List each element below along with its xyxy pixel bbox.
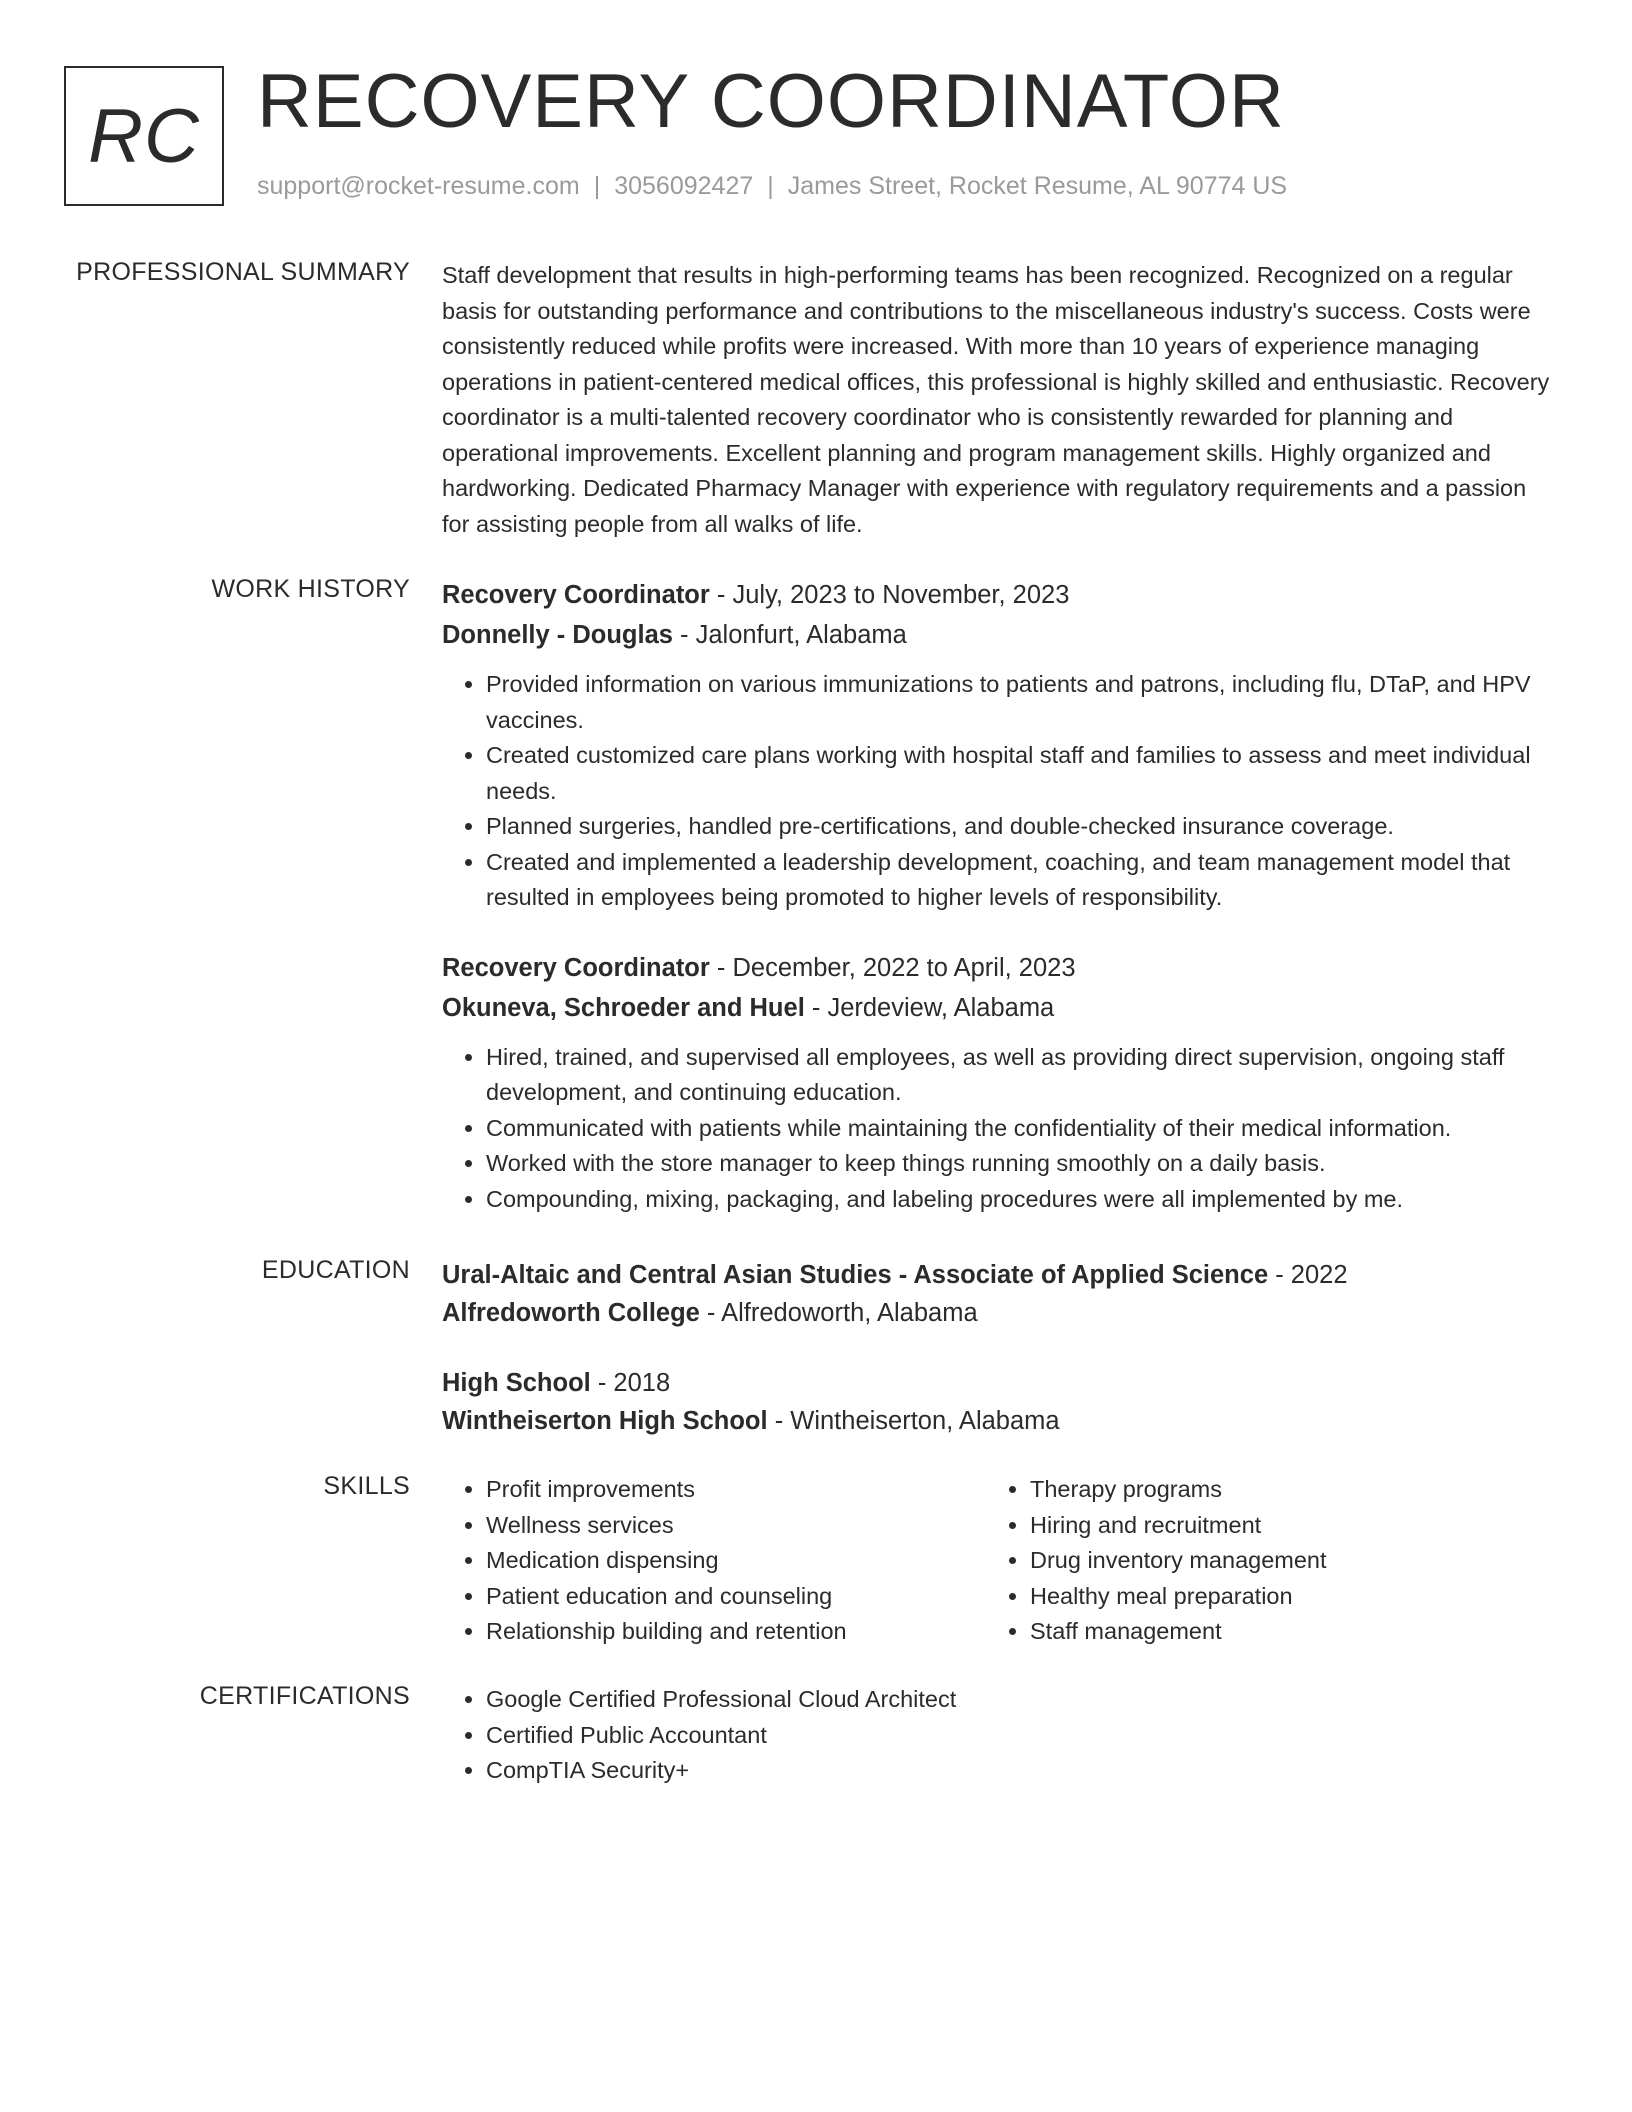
skills-heading: SKILLS xyxy=(323,1472,410,1500)
certification-item: • CompTIA Security+ xyxy=(486,1753,1550,1789)
summary-text: Staff development that results in high-performing teams has been recognized. Recognized on a regular basis for outstanding performance and contributions to the miscellaneous industry's success. Costs were consistently reduced while profits were increased. With more than 10 years of experience managing operations in patient-centered medical offices, this professional is highly skilled and enthusiastic. Recovery coordinator is a multi-talented recovery coordinator who is consistently rewarded for planning and operational improvements. Excellent planning and program management skills. Highly organized and hardworking. Dedicated Pharmacy Manager with experience with regulatory requirements and a passion for assisting people from all walks of life. xyxy=(442,262,1550,537)
job-title-line xyxy=(442,948,1550,988)
education-location: - Wintheiserton, Alabama xyxy=(767,1407,1060,1435)
contact-email: support@rocket-resume.com xyxy=(257,172,580,200)
job-title-line xyxy=(442,575,1550,615)
certifications-body xyxy=(442,1682,1550,1789)
education-degree-line xyxy=(442,1256,1550,1294)
job-entry xyxy=(442,575,1550,916)
education-heading: EDUCATION xyxy=(261,1256,410,1284)
job-bullet: • Planned surgeries, handled pre-certifications, and double-checked insurance coverage. xyxy=(486,809,1550,845)
education-school-line xyxy=(442,1402,1550,1440)
job-bullet: • Hired, trained, and supervised all employees, as well as providing direct supervision, ongoing staff development, and continuing education. xyxy=(486,1040,1550,1111)
education-year: - 2018 xyxy=(590,1369,671,1397)
education-school-line xyxy=(442,1294,1550,1332)
education-year: - 2022 xyxy=(1268,1261,1348,1289)
job-company: Donnelly - Douglas xyxy=(442,621,673,649)
contact-address: James Street, Rocket Resume, AL 90774 US xyxy=(787,172,1288,200)
contact-separator: | xyxy=(767,172,774,200)
summary-heading: PROFESSIONAL SUMMARY xyxy=(76,258,410,286)
contact-phone: 3056092427 xyxy=(614,172,754,200)
contact-line xyxy=(257,172,1287,201)
education-degree-line xyxy=(442,1364,1550,1402)
job-bullet: • Created customized care plans working with hospital staff and families to assess and meet individual needs. xyxy=(486,738,1550,809)
job-bullet: • Compounding, mixing, packaging, and labeling procedures were all implemented by me. xyxy=(486,1182,1550,1218)
education-degree: Ural-Altaic and Central Asian Studies - Associate of Applied Science xyxy=(442,1261,1269,1289)
skill-item: • Drug inventory management xyxy=(1030,1543,1530,1579)
skill-item: • Healthy meal preparation xyxy=(1030,1579,1530,1615)
job-dates: - December, 2022 to April, 2023 xyxy=(709,953,1076,982)
job-location: - Jalonfurt, Alabama xyxy=(672,621,907,649)
job-bullet: • Provided information on various immunizations to patients and patrons, including flu, DTaP, and HPV vaccines. xyxy=(486,667,1550,738)
skill-item: • Patient education and counseling xyxy=(486,1579,986,1615)
job-title: Recovery Coordinator xyxy=(442,953,710,982)
job-entry xyxy=(442,948,1550,1218)
skill-item: • Wellness services xyxy=(486,1508,986,1544)
resume-title: RECOVERY COORDINATOR xyxy=(257,59,1285,144)
education-entry xyxy=(442,1364,1550,1440)
education-school: Wintheiserton High School xyxy=(442,1407,768,1435)
education-location: - Alfredoworth, Alabama xyxy=(699,1299,978,1327)
job-bullet: • Worked with the store manager to keep things running smoothly on a daily basis. xyxy=(486,1146,1550,1182)
skill-item: • Medication dispensing xyxy=(486,1543,986,1579)
certification-item: • Google Certified Professional Cloud Architect xyxy=(486,1682,1550,1718)
certification-item: • Certified Public Accountant xyxy=(486,1718,1550,1754)
monogram-initials: RC xyxy=(88,93,200,179)
job-company-line xyxy=(442,615,1550,655)
skills-body xyxy=(442,1472,1550,1650)
job-location: - Jerdeview, Alabama xyxy=(804,993,1055,1022)
job-company: Okuneva, Schroeder and Huel xyxy=(442,993,805,1022)
skill-item: • Staff management xyxy=(1030,1614,1530,1650)
job-title: Recovery Coordinator xyxy=(442,581,710,609)
job-bullet: • Created and implemented a leadership development, coaching, and team management model that resulted in employees being promoted to higher levels of responsibility. xyxy=(486,845,1550,916)
skill-item: • Hiring and recruitment xyxy=(1030,1508,1530,1544)
job-dates: - July, 2023 to November, 2023 xyxy=(709,581,1070,609)
monogram-box xyxy=(64,66,224,206)
skills-columns xyxy=(442,1472,1550,1650)
certifications-heading: CERTIFICATIONS xyxy=(199,1682,410,1710)
skills-list-right xyxy=(986,1472,1530,1650)
job-company-line xyxy=(442,988,1550,1028)
work-history-heading: WORK HISTORY xyxy=(211,575,410,603)
education-body xyxy=(442,1256,1550,1472)
education-entry xyxy=(442,1256,1550,1332)
education-school: Alfredoworth College xyxy=(442,1299,700,1327)
education-degree: High School xyxy=(442,1369,591,1397)
contact-separator: | xyxy=(593,172,601,200)
job-bullet: • Communicated with patients while maintaining the confidentiality of their medical information. xyxy=(486,1111,1550,1147)
skill-item: • Profit improvements xyxy=(486,1472,986,1508)
job-bullets xyxy=(442,1040,1550,1218)
skill-item: • Therapy programs xyxy=(1030,1472,1530,1508)
skill-item: • Relationship building and retention xyxy=(486,1614,986,1650)
certifications-list xyxy=(442,1682,1550,1789)
work-history-body xyxy=(442,575,1550,1241)
job-bullets xyxy=(442,667,1550,916)
skills-list-left xyxy=(442,1472,986,1650)
